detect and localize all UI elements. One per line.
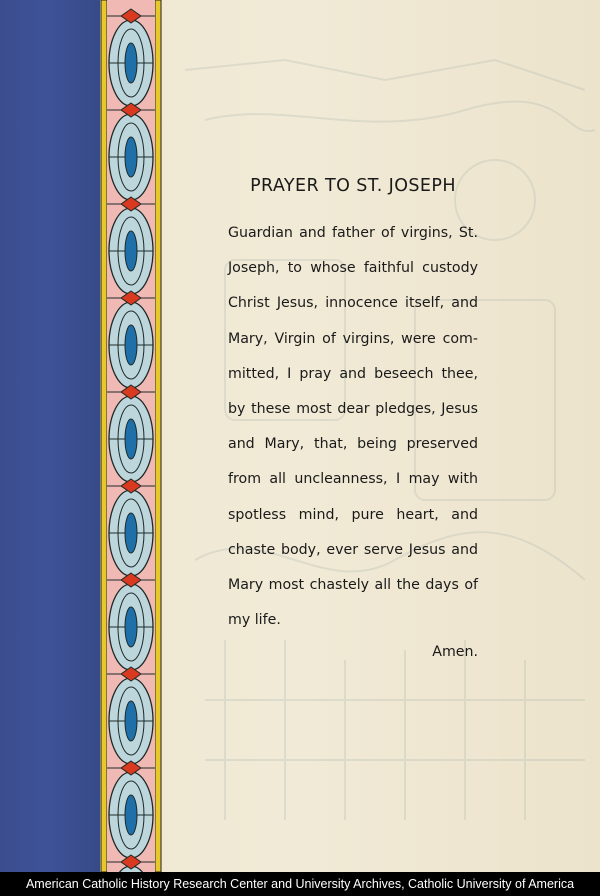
border-gem: [125, 607, 137, 647]
border-gem: [125, 325, 137, 365]
border-gem: [125, 513, 137, 553]
border-gem: [125, 231, 137, 271]
prayer-closing: Amen.: [432, 644, 478, 661]
border-gem: [125, 419, 137, 459]
border-gem: [125, 43, 137, 83]
stained-glass-border: [100, 0, 162, 872]
border-gem: [125, 701, 137, 741]
blue-side-band: [0, 0, 104, 872]
prayer-text-block: [228, 170, 478, 660]
prayer-title: PRAYER TO ST. JOSEPH: [250, 176, 456, 196]
border-gem: [125, 137, 137, 177]
archive-caption: American Catholic History Research Center and University Archives, Catholic University of America: [0, 872, 600, 896]
prayer-body: Guardian and father of virgins, St. Joseph, to whose faithful custody Christ Jesus, innocence itself, and Mary, Virgin of virgins, were com-mitted, I pray and beseech thee, by these most dear pledges, Jesus and Mary, that, being preserved from all uncleanness, I may with spotless mind, pure heart, and chaste body, ever serve Jesus and Mary most chastely all the days of my life.: [228, 225, 478, 629]
border-gem: [125, 795, 137, 835]
